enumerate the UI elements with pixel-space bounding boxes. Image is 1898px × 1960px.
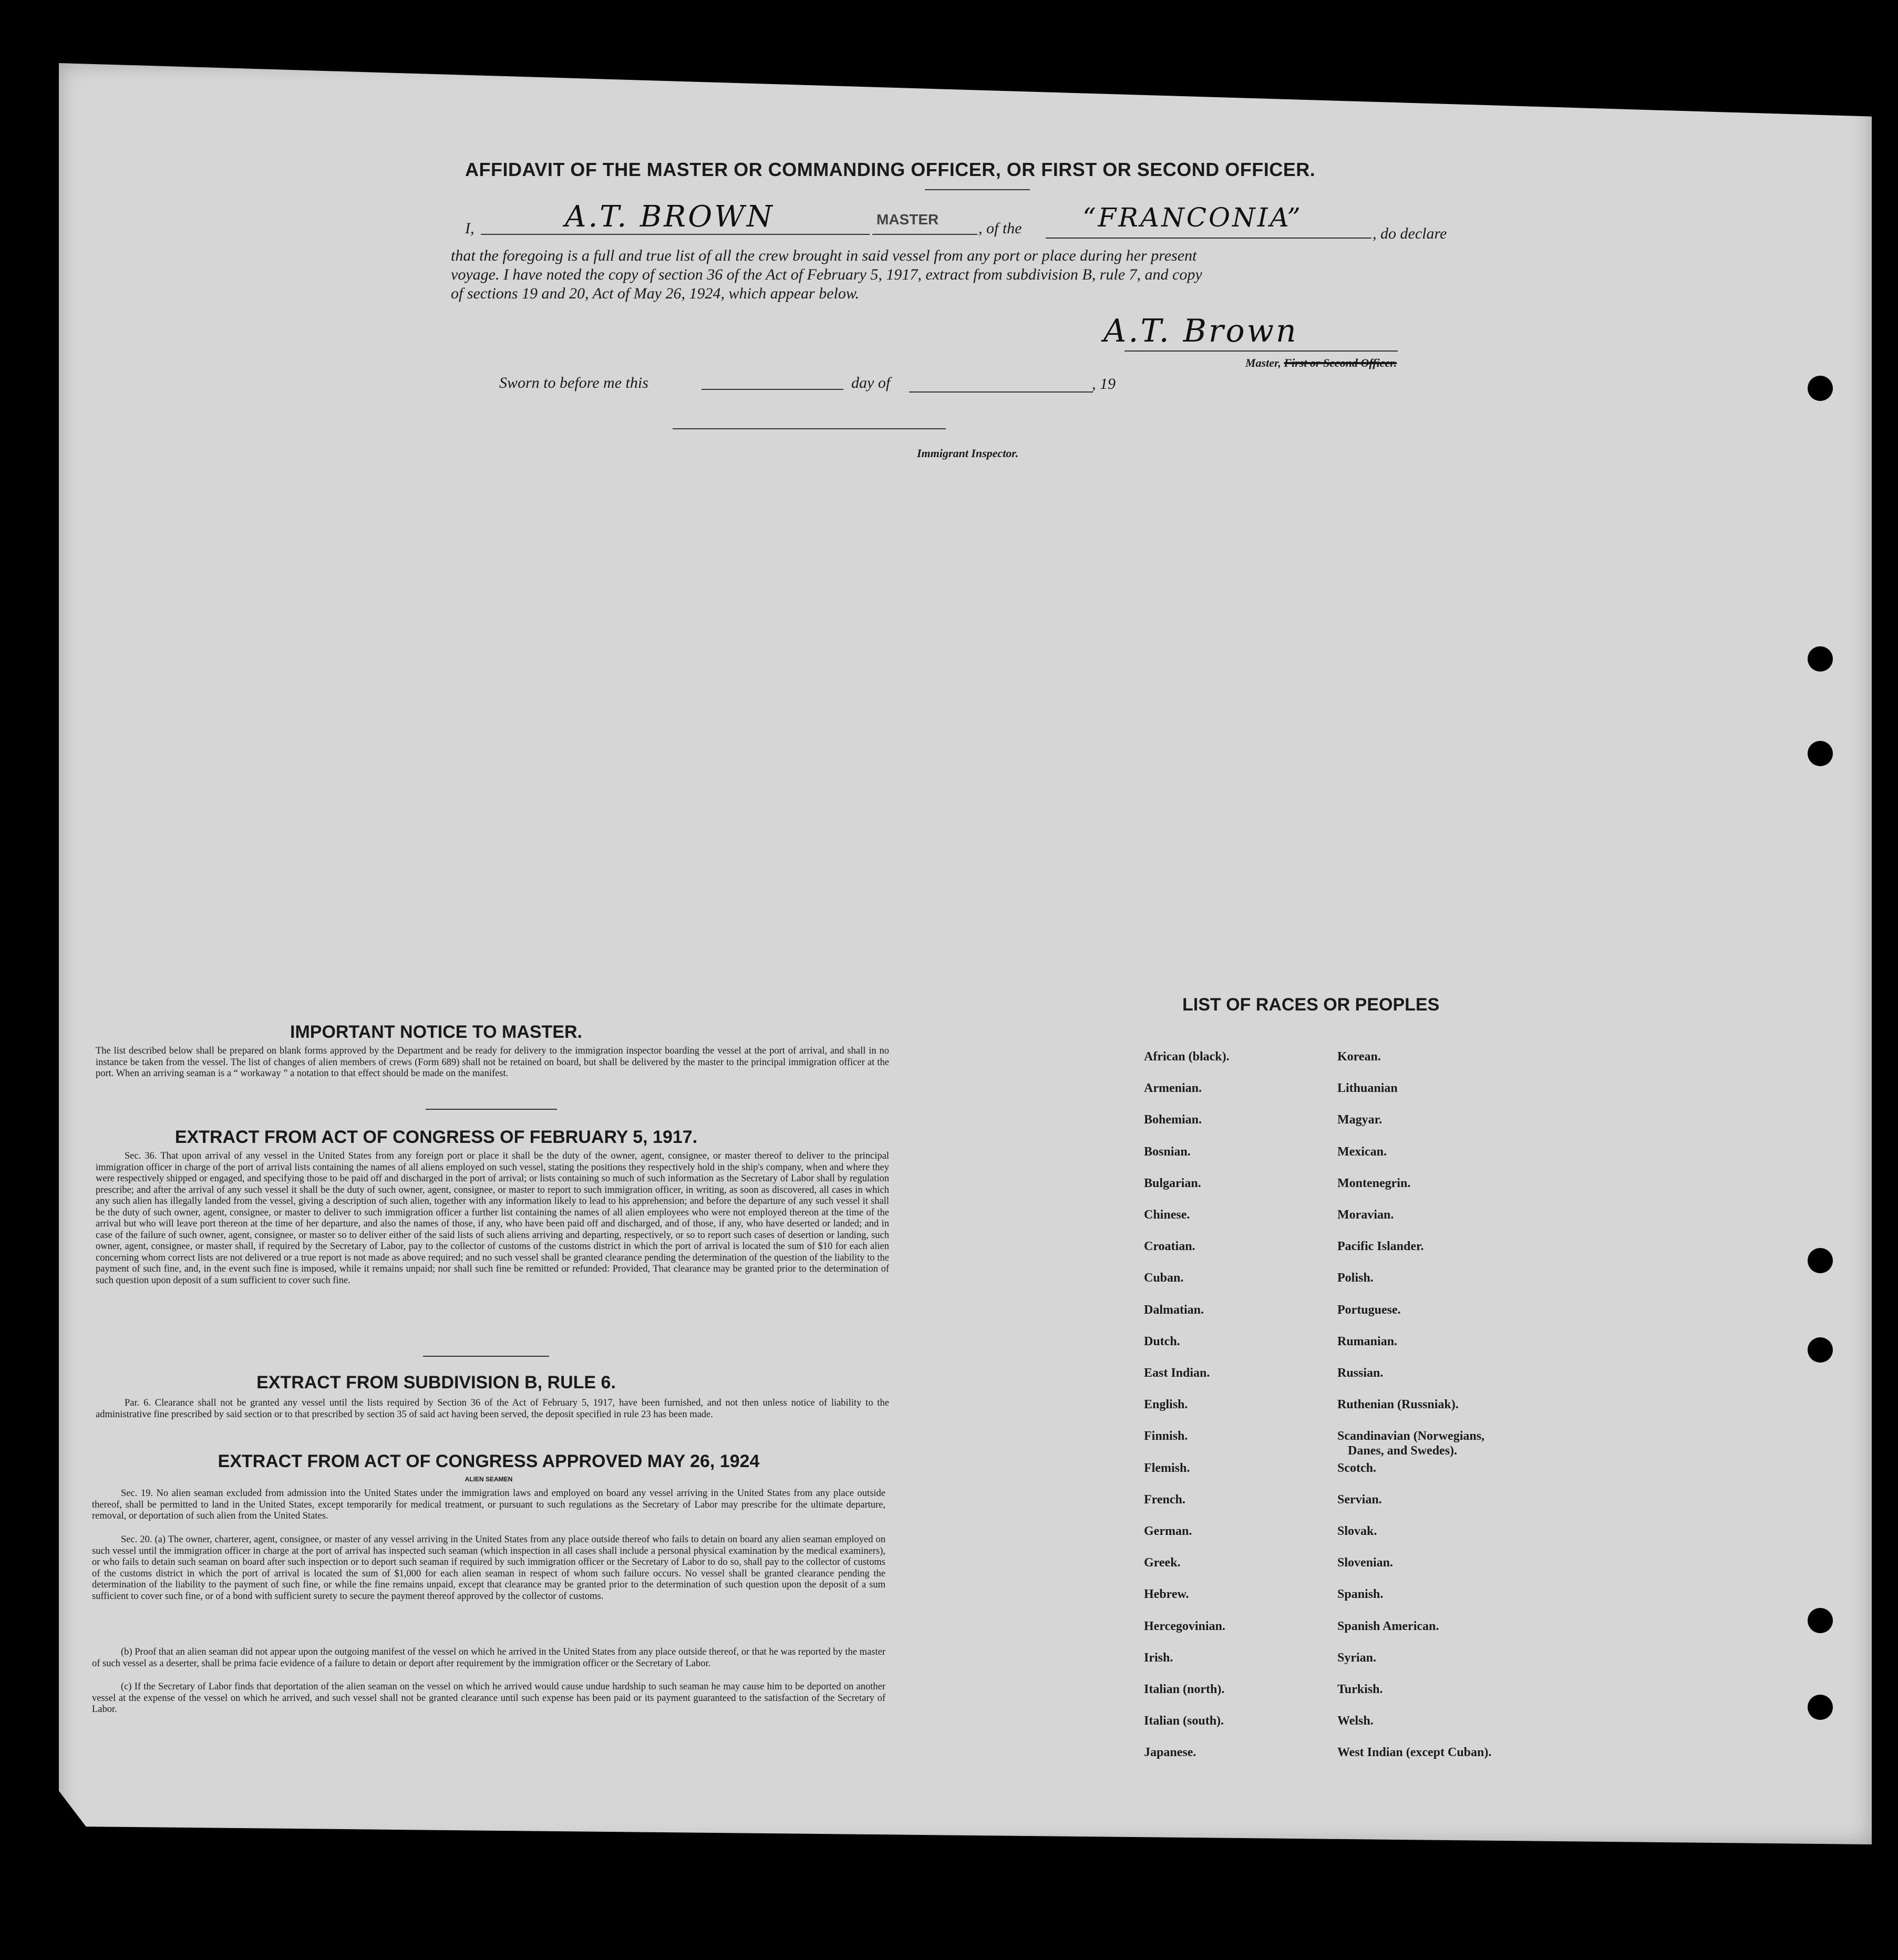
do-declare-label: , do declare	[1373, 225, 1447, 242]
vessel-underline	[1046, 238, 1371, 239]
affidavit-line-4: of sections 19 and 20, Act of May 26, 1924, which appear below.	[451, 285, 860, 302]
race-item-left: Hercegovinian.	[1144, 1619, 1225, 1633]
extract-1924-title: EXTRACT FROM ACT OF CONGRESS APPROVED MAY 26, 1924	[218, 1451, 760, 1471]
race-item-left: English.	[1144, 1398, 1188, 1412]
binder-hole	[1808, 376, 1833, 401]
extract-1924-sec20b: (b) Proof that an alien seaman did not appear upon the outgoing manifest of the vessel on which he arrived in the United States from any place outside thereof, or that he was reported by the master of such vessel as a deserter, shall be prima facie evidence of a failure to detain or deport after requirement by the immigration officer or the Secretary of Labor.	[92, 1647, 885, 1669]
binder-hole	[1808, 741, 1833, 766]
signature-caption-master: Master,	[1245, 356, 1281, 369]
sworn-day-line	[702, 389, 843, 390]
extract-1917-text: Sec. 36. That upon arrival of any vessel in the United States from any foreign port or place it shall be the duty of the owner, agent, consignee, or master thereof to deliver to the principal immigration officer in charge of the port of arrival lists containing the names of all aliens employed on such vessel, stating the positions they respectively hold in the ship's company, when and where they were respectively shipped or engaged, and specifying those to be paid off and discharged in the port of arrival; or lists containing so much of such information as the Secretary of Labor shall by regulation prescribe; and after the arrival of any such vessel it shall be the duty of such owner, agent, consignee, or master to report to such immigration officer, in writing, as soon as discovered, all cases in which any such alien has illegally landed from the vessel, giving a description of such alien, together with any information likely to lead to his apprehension; and before the departure of any such vessel it shall be the duty of such owner, agent, consignee, or master to deliver to such immigration officer a further list containing the names of all alien employees who were not employed thereon at the time of the arrival but who will leave port thereon at the time of her departure, and also the names of those, if any, who have been paid off and discharged, and of those, if any, who have deserted or landed; and in case of the failure of such owner, agent, consignee, or master so to deliver either of the said lists of such aliens arriving and departing, respectively, or so to report such cases of desertion or landing, such owner, agent, consignee, or master shall, if required by the Secretary of Labor, pay to the collector of customs of the customs district in which the port of arrival is located the sum of $10 for each alien concerning whom correct lists are not delivered or a true report is not made as above required; and no such vessel shall be granted clearance pending the determination of the question of the liability to the payment of such fine, and, in the event such fine is imposed, while it remains unpaid; nor shall such fine be remitted or refunded: Provided, That clearance may be granted prior to the determination of such question upon deposit of a sum sufficient to cover such fine.	[96, 1151, 889, 1286]
race-item-right: Mexican.	[1337, 1144, 1387, 1159]
race-item-right: Pacific Islander.	[1337, 1240, 1424, 1254]
race-item-left: Japanese.	[1144, 1746, 1196, 1760]
race-item-left: French.	[1144, 1492, 1185, 1507]
race-item-left: Hebrew.	[1144, 1587, 1189, 1602]
race-item-right: Danes, and Swedes).	[1348, 1444, 1458, 1458]
race-item-left: Bulgarian.	[1144, 1176, 1201, 1190]
inspector-line	[673, 428, 946, 429]
inspector-caption: Immigrant Inspector.	[917, 447, 1019, 460]
race-item-right: West Indian (except Cuban).	[1337, 1746, 1492, 1760]
binder-hole	[1808, 1695, 1833, 1720]
race-item-left: Italian (north).	[1144, 1683, 1225, 1696]
signature-underline	[1125, 350, 1398, 352]
race-item-right: Montenegrin.	[1337, 1176, 1411, 1190]
race-item-right: Slovak.	[1337, 1524, 1377, 1538]
binder-hole	[1808, 1248, 1833, 1273]
race-item-left: Croatian.	[1144, 1240, 1195, 1254]
race-item-right: Scandinavian (Norwegians,	[1337, 1429, 1485, 1443]
master-stamp: MASTER	[876, 211, 939, 228]
master-signature: A.T. Brown	[1103, 313, 1298, 349]
extract-1924-sec20a: Sec. 20. (a) The owner, charterer, agent, consignee, or master of any vessel arriving in the United States from any place outside thereof who fails to detain on board any alien seaman employed on such vessel until the immigration officer in charge at the port of arrival has inspected such seaman (which inspection in all cases shall include a personal physical examination by the medical examiners), or who fails to detain such seaman on board after such inspection or to deport such seaman if required by such immigration officer or the Secretary of Labor to do so, shall pay to the collector of customs of the customs district in which the port of arrival is located the sum of $1,000 for each alien seaman in respect of whom such failure occurs. No vessel shall be granted clearance pending the determination of the liability to the payment of such fine, or while the fine remains unpaid, except that clearance may be granted prior to the determination of such question upon the deposit of a sum sufficient to cover such fine, or of a bond with sufficient surety to secure the payment thereof approved by the collector of customs.	[92, 1534, 885, 1602]
race-item-left: Cuban.	[1144, 1271, 1184, 1285]
race-item-left: Irish.	[1144, 1650, 1173, 1665]
extract-1917-title: EXTRACT FROM ACT OF CONGRESS OF FEBRUARY 5, 1917.	[174, 1127, 698, 1147]
race-item-right: Turkish.	[1337, 1683, 1383, 1696]
extract-1924-sec20c: (c) If the Secretary of Labor finds that deportation of the alien seaman on the vessel on which he arrived would cause undue hardship to such seaman he may cause him to be deported on another vessel at the expense of the vessel on which he arrived, and such vessel shall not be granted clearance until such expense has been paid or its payment guaranteed to the satisfaction of the Secretary of Labor.	[92, 1682, 885, 1715]
affidavit-line-3: voyage. I have noted the copy of section 36 of the Act of February 5, 1917, extract from subdivision B, rule 7, and copy	[451, 266, 1202, 283]
races-title: LIST OF RACES OR PEOPLES	[1182, 995, 1440, 1015]
binder-hole	[1808, 1337, 1833, 1363]
race-item-left: Dutch.	[1144, 1334, 1180, 1348]
race-item-left: Flemish.	[1144, 1461, 1190, 1475]
notice-title: IMPORTANT NOTICE TO MASTER.	[290, 1022, 582, 1042]
race-item-left: East Indian.	[1144, 1366, 1210, 1380]
affidavit-line-2: that the foregoing is a full and true list of all the crew brought in said vessel from any port or place during her present	[451, 247, 1197, 264]
affidavit-title: AFFIDAVIT OF THE MASTER OR COMMANDING OFFICER, OR FIRST OR SECOND OFFICER.	[465, 159, 1316, 180]
race-item-right: Moravian.	[1337, 1208, 1394, 1222]
binder-hole	[1808, 1608, 1833, 1633]
race-item-left: Greek.	[1144, 1556, 1181, 1570]
race-item-left: Finnish.	[1144, 1429, 1188, 1443]
race-item-left: Dalmatian.	[1144, 1303, 1204, 1317]
title-divider	[925, 189, 1030, 190]
signature-caption-struck: First or Second Officer.	[1284, 356, 1397, 369]
sworn-prefix: Sworn to before me this	[499, 374, 648, 391]
race-item-right: Magyar.	[1337, 1113, 1383, 1127]
race-item-right: Scotch.	[1337, 1461, 1376, 1475]
race-item-right: Slovenian.	[1337, 1556, 1394, 1570]
race-item-right: Russian.	[1337, 1366, 1384, 1380]
race-item-right: Lithuanian	[1337, 1081, 1398, 1096]
race-item-right: Ruthenian (Russniak).	[1337, 1398, 1459, 1412]
race-item-right: Servian.	[1337, 1492, 1382, 1507]
subdivision-text: Par. 6. Clearance shall not be granted any vessel until the lists required by Section 36 of the Act of February 5, 1917, have been furnished, and not then unless notice of liability to the administrative fine prescribed by said section or to that prescribed by section 35 of said act having been served, the deposit specified in rule 23 has been made.	[96, 1398, 889, 1420]
extract-1924-subtitle: ALIEN SEAMEN	[465, 1476, 513, 1483]
extract-1917-divider	[423, 1356, 549, 1357]
signature-caption	[1245, 356, 1397, 370]
stamp-underline	[872, 234, 977, 235]
race-item-left: Bosnian.	[1144, 1144, 1191, 1159]
notice-divider	[426, 1109, 557, 1110]
race-item-right: Rumanian.	[1337, 1334, 1398, 1348]
race-item-right: Welsh.	[1337, 1714, 1374, 1728]
sworn-month-line	[909, 391, 1093, 393]
race-item-right: Syrian.	[1337, 1650, 1377, 1665]
sworn-day-label: day of	[851, 374, 891, 391]
race-item-right: Spanish American.	[1337, 1619, 1439, 1633]
extract-1924-sec19: Sec. 19. No alien seaman excluded from admission into the United States under the immigration laws and employed on board any vessel arriving in the United States from any place outside thereof, shall be permitted to land in the United States, except temporarily for medical treatment, or pursuant to such regulations as the Secretary of Labor may prescribe for the ultimate departure, removal, or deportation of such alien from the United States.	[92, 1488, 885, 1521]
name-underline	[481, 234, 870, 235]
race-item-left: Armenian.	[1144, 1081, 1202, 1096]
race-item-right: Polish.	[1337, 1271, 1374, 1285]
vessel-name-handwritten: “FRANCONIA”	[1082, 202, 1303, 233]
sworn-year-label: , 19	[1092, 375, 1116, 393]
notice-text: The list described below shall be prepared on blank forms approved by the Department and be ready for delivery to the immigration inspector boarding the vessel at the port of arrival, and shall in no instance be taken from the vessel. The list of changes of alien members of crews (Form 689) shall not be retained on board, but shall be delivered by the master to the principal immigration officer at the port. When an arriving seaman is a “ workaway ” a notation to that effect should be made on the manifest.	[96, 1046, 889, 1079]
of-the-label: , of the	[978, 220, 1022, 237]
race-item-left: Italian (south).	[1144, 1714, 1224, 1728]
master-name-handwritten: A.T. BROWN	[565, 200, 775, 234]
race-item-right: Spanish.	[1337, 1587, 1384, 1602]
race-item-left: Chinese.	[1144, 1208, 1190, 1222]
race-item-right: Portuguese.	[1337, 1303, 1401, 1317]
race-item-left: Bohemian.	[1144, 1113, 1202, 1127]
race-item-left: German.	[1144, 1524, 1192, 1538]
race-item-right: Korean.	[1337, 1050, 1381, 1064]
subdivision-title: EXTRACT FROM SUBDIVISION B, RULE 6.	[256, 1373, 616, 1392]
binder-hole	[1808, 646, 1833, 672]
race-item-left: African (black).	[1144, 1050, 1230, 1064]
i-label: I,	[465, 220, 474, 237]
